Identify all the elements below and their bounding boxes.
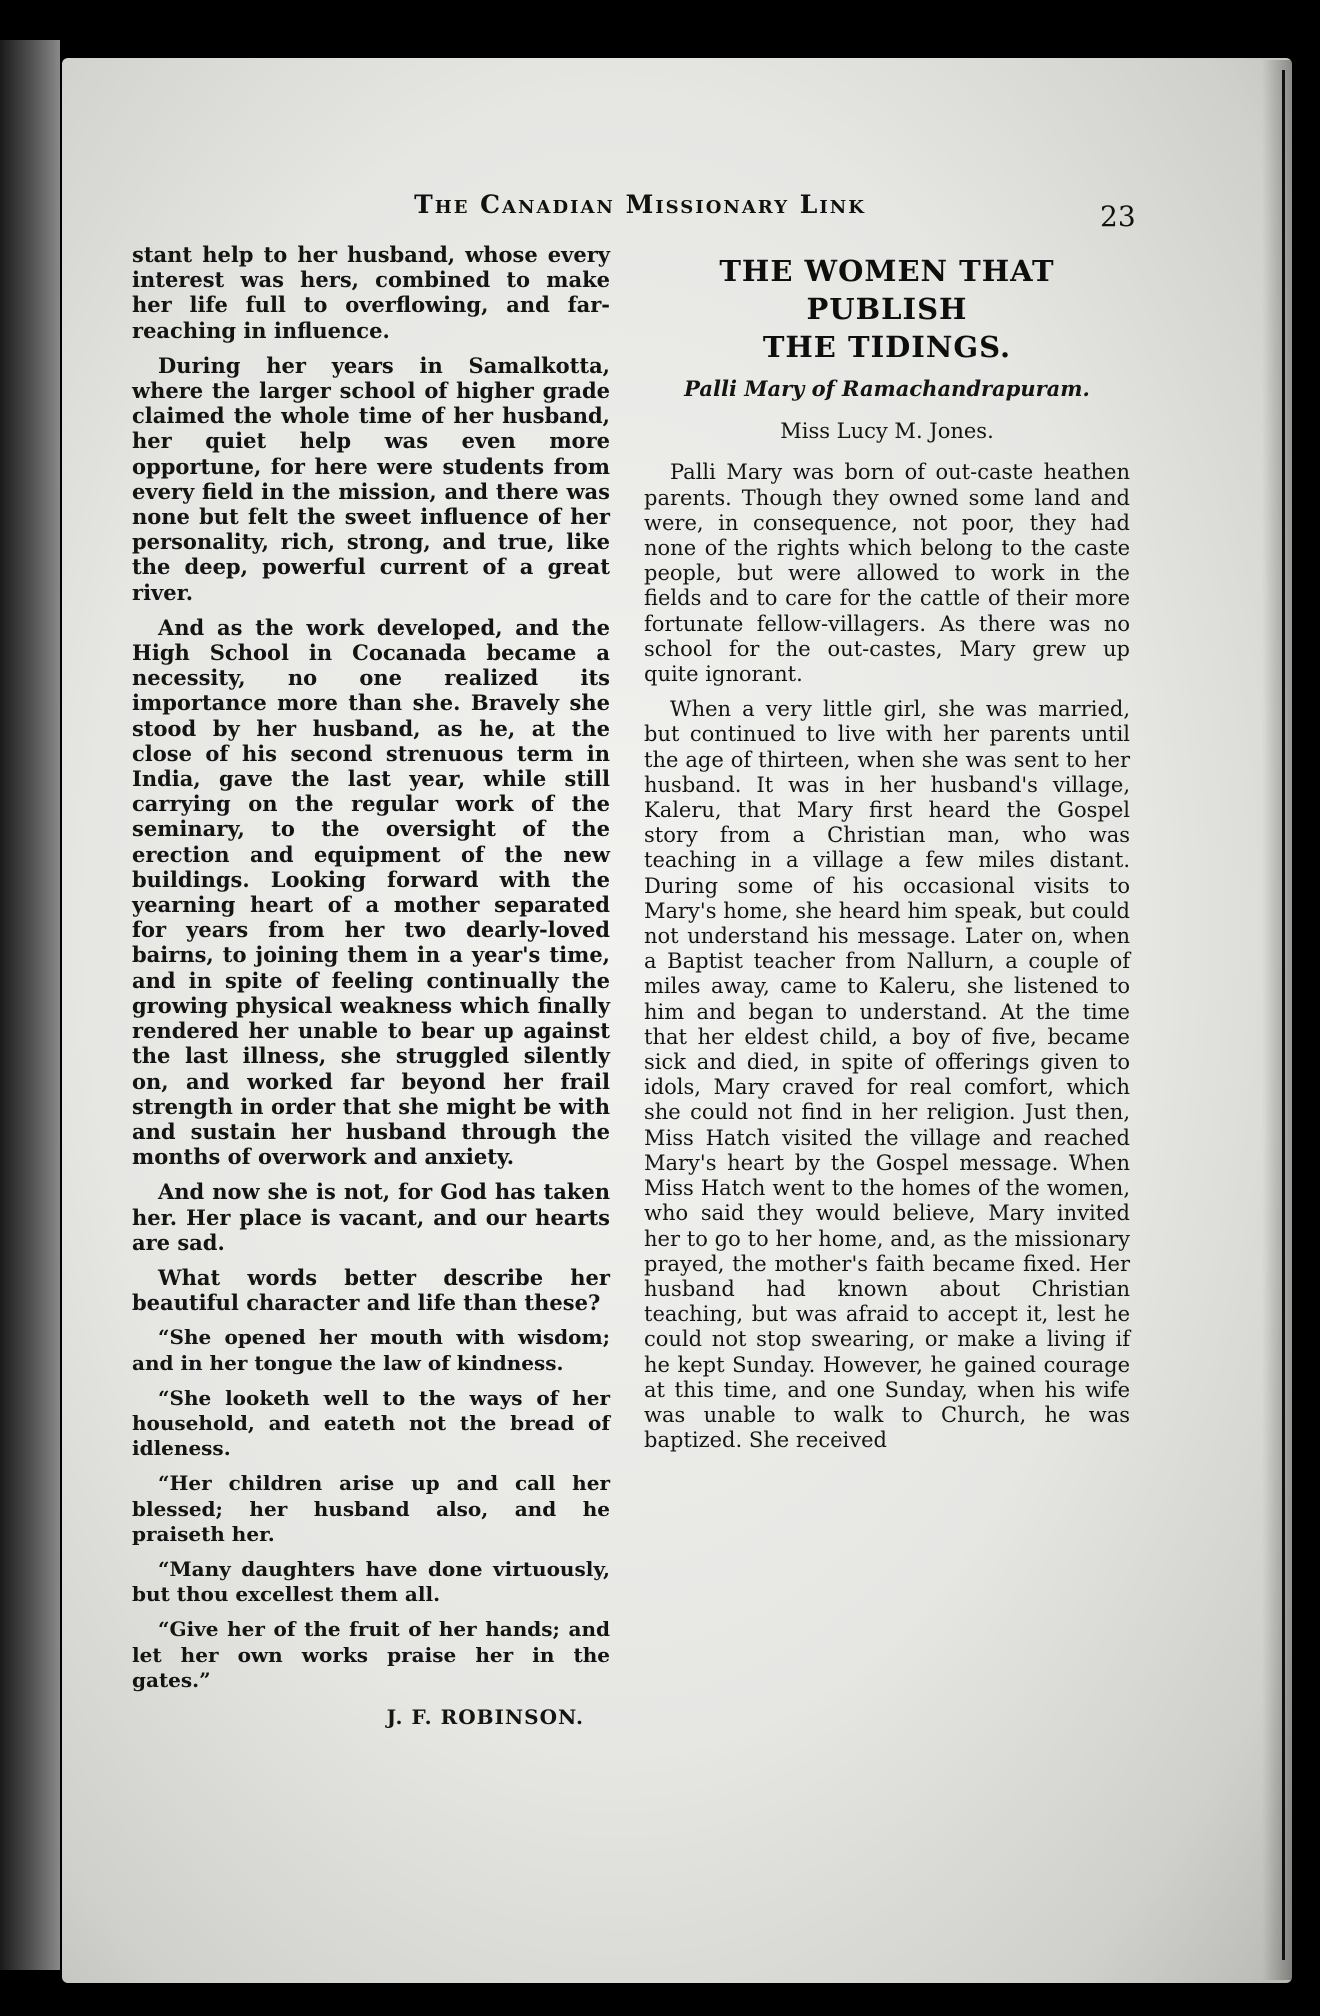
- paragraph: And as the work developed, and the High School in Cocanada became a necessity, no one realized its importance more than she. Bravely she stood by her husband, as he, at the close of his second strenuous term in India, gave the last year, while still carrying on the regular work of the seminary, to the oversight of the erection and equipment of the new buildings. Looking forward with the yearning heart of a mother separated for years from her two dearly-loved bairns, to joining them in a year's time, and in spite of feeling continually the growing physical weakness which finally rendered her unable to bear up against the last illness, she struggled silently on, and worked far beyond her frail strength in order that she might be with and sustain her husband through the months of overwork and anxiety.: [132, 614, 610, 1170]
- author-signature: J. F. ROBINSON.: [386, 1704, 584, 1729]
- paragraph: What words better describe her beautiful character and life than these?: [132, 1264, 610, 1316]
- quote-paragraph: “Give her of the fruit of her hands; and let her own works praise her in the gates.”: [132, 1617, 610, 1692]
- quote-paragraph: “Many daughters have done virtuously, but thou excellest them all.: [132, 1556, 610, 1607]
- article-title-line: THE WOMEN THAT PUBLISH: [719, 254, 1055, 326]
- quote-paragraph: “Her children arise up and call her blessed; her husband also, and he praiseth her.: [132, 1471, 610, 1546]
- paragraph: When a very little girl, she was married, but continued to live with her parents until the age of thirteen, when she was sent to her husband. It was in her husband's village, Kaleru, that Mary first heard the Gospel story from a Christian man, who was teaching in a village a few miles distant. During some of his occasional visits to Mary's home, she heard him speak, but could not understand his message. Later on, when a Baptist teacher from Nallurn, a couple of miles away, came to Kaleru, she listened to him and began to understand. At the time that her eldest child, a boy of five, became sick and died, in spite of offerings given to idols, Mary craved for real comfort, which she could not find in her religion. Just then, Miss Hatch visited the village and reached Mary's heart by the Gospel message. When Miss Hatch went to the homes of the women, who said they would believe, Mary invited her to go to her home, and, as the missionary prayed, the mother's faith became fixed. Her husband had known about Christian teaching, but was afraid to accept it, lest he could not stop swearing, or make a living if he kept Sunday. However, he gained courage at this time, and one Sunday, when his wife was unable to walk to Church, he was baptized. She received: [644, 697, 1130, 1453]
- book-spine-edge: [0, 40, 60, 1970]
- paragraph: And now she is not, for God has taken her. Her place is vacant, and our hearts are sad.: [132, 1179, 610, 1255]
- running-head: The Canadian Missionary Link: [414, 190, 866, 219]
- paragraph: stant help to her husband, whose every interest was hers, combined to make her life full to overflowing, and far-reaching in influence.: [132, 242, 610, 343]
- right-column: [644, 252, 1130, 1463]
- article-author: Miss Lucy M. Jones.: [780, 419, 994, 444]
- page-border-line: [1282, 70, 1285, 1960]
- left-column: [132, 242, 610, 1730]
- quote-paragraph: “She opened her mouth with wisdom; and in her tongue the law of kindness.: [132, 1325, 610, 1375]
- paragraph: Palli Mary was born of out-caste heathen parents. Though they owned some land and were, in consequence, not poor, they had none of the rights which belong to the caste people, but were allowed to work in the fields and to care for the cattle of their more fortunate fellow-villagers. As there was no school for the out-castes, Mary grew up quite ignorant.: [644, 460, 1130, 687]
- quote-paragraph: “She looketh well to the ways of her household, and eateth not the bread of idleness.: [132, 1385, 610, 1461]
- article-title-line: THE TIDINGS.: [762, 330, 1012, 364]
- page-number: 23: [1100, 200, 1136, 233]
- paragraph: During her years in Samalkotta, where the larger school of higher grade claimed the whole time of her husband, her quiet help was even more opportune, for here were students from every field in the mission, and there was none but felt the sweet influence of her personality, rich, strong, and true, like the deep, powerful current of a great river.: [132, 352, 610, 605]
- article-title: [644, 252, 1130, 366]
- page-shadow: [1262, 60, 1296, 1980]
- article-subtitle: Palli Mary of Ramachandrapuram.: [684, 376, 1090, 401]
